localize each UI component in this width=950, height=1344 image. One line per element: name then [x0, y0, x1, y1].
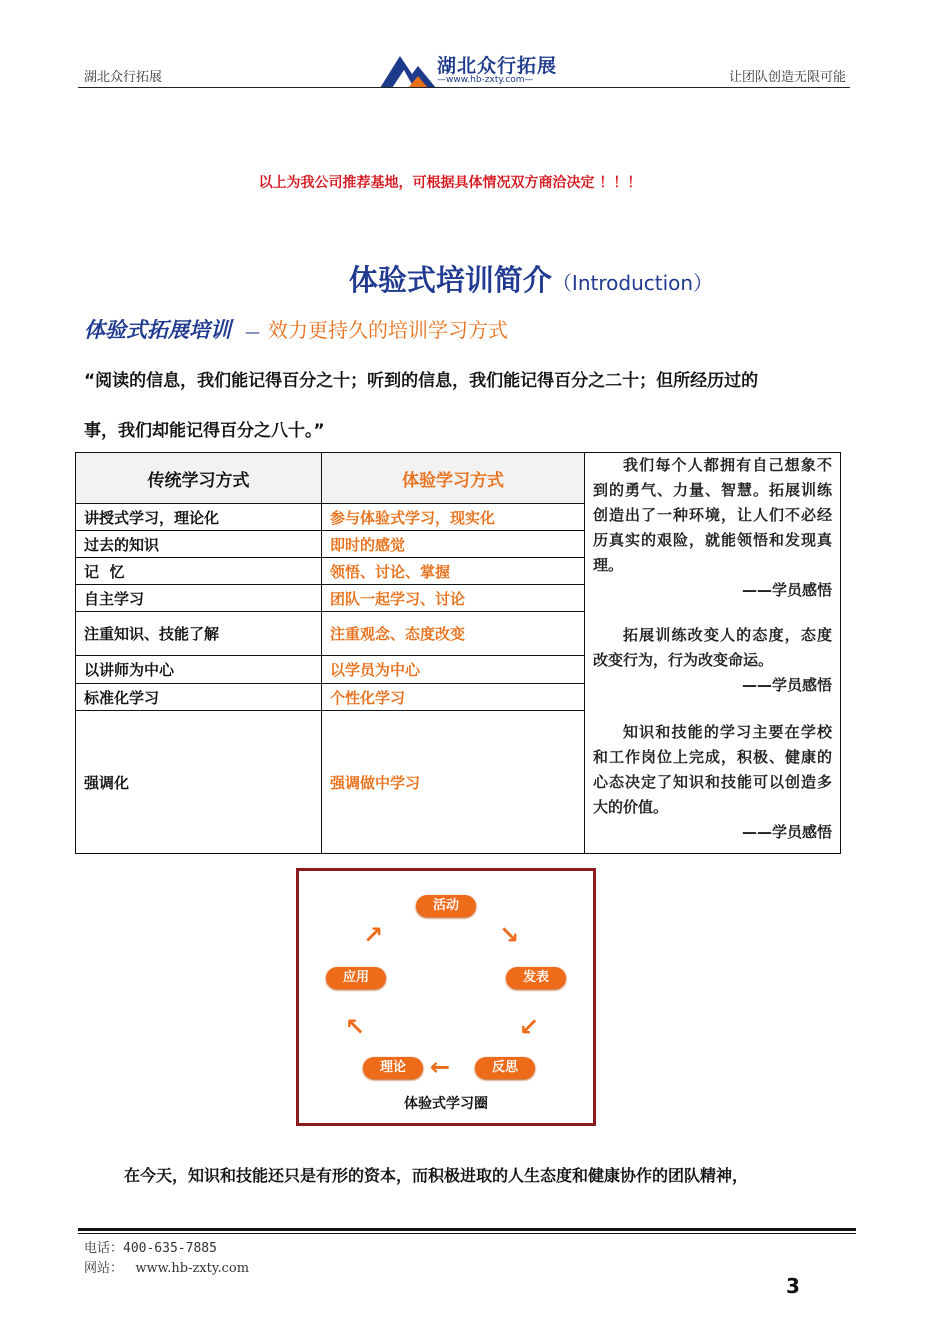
cycle-node-reflect: 反思	[475, 1057, 535, 1079]
arrow-down-right-icon: ↘	[499, 921, 520, 949]
title-en: （Introduction）	[551, 271, 714, 295]
table-side-notes	[585, 453, 841, 854]
side-note-3: 知识和技能的学习主要在学校和工作岗位上完成，积极、健康的心态决定了知识和技能可以创造多大的价值。	[593, 723, 832, 816]
table-cell-experiential: 个性化学习	[322, 684, 585, 711]
table-cell-traditional: 过去的知识	[76, 531, 322, 558]
side-note-2-signature: ——学员感悟	[741, 676, 832, 694]
table-header-row	[76, 453, 841, 504]
header-left-text: 湖北众行拓展	[84, 70, 163, 85]
side-note-1-signature: ——学员感悟	[741, 581, 832, 599]
table-cell-experiential: 强调做中学习	[322, 711, 585, 854]
quote-line-2: 事，我们却能记得百分之八十。”	[84, 421, 325, 441]
table-cell-experiential: 以学员为中心	[322, 656, 585, 684]
cycle-node-apply: 应用	[326, 967, 386, 989]
subtitle-desc: 效力更持久的培训学习方式	[268, 318, 508, 342]
table-header-traditional: 传统学习方式	[76, 453, 322, 504]
table-cell-traditional: 自主学习	[76, 585, 322, 612]
subtitle-dash: —	[245, 323, 260, 341]
diagram-caption: 体验式学习圈	[404, 1096, 488, 1112]
body-paragraph: 在今天，知识和技能还只是有形的资本，而积极进取的人生态度和健康协作的团队精神，	[124, 1166, 749, 1185]
table-cell-experiential: 领悟、讨论、掌握	[322, 558, 585, 585]
footer-divider-thick	[78, 1228, 856, 1231]
table-cell-experiential: 团队一起学习、讨论	[322, 585, 585, 612]
footer-divider-thin	[78, 1233, 856, 1234]
learning-cycle-diagram	[296, 868, 596, 1126]
logo-name: 湖北众行拓展	[437, 55, 558, 77]
logo-url: —www.hb-zxty.com—	[437, 75, 534, 85]
notice-text: 以上为我公司推荐基地，可根据具体情况双方商洽决定 ！！！	[258, 175, 642, 191]
title-cn: 体验式培训简介	[348, 263, 552, 297]
header-right-text: 让团队创造无限可能	[728, 70, 846, 85]
side-note-3-signature: ——学员感悟	[741, 823, 832, 841]
arrow-up-left-icon: ↖	[345, 1013, 366, 1041]
page-number: 3	[786, 1274, 800, 1298]
comparison-table	[75, 452, 841, 854]
table-cell-traditional: 强调化	[76, 711, 322, 854]
table-cell-experiential: 即时的感觉	[322, 531, 585, 558]
footer-website: 网站： www.hb-zxty.com	[84, 1261, 250, 1276]
page-title	[0, 258, 950, 299]
arrow-down-left-icon: ↙	[519, 1013, 540, 1041]
table-cell-experiential: 注重观念、态度改变	[322, 612, 585, 656]
footer-phone: 电话：400-635-7885	[84, 1241, 217, 1256]
table-cell-traditional: 以讲师为中心	[76, 656, 322, 684]
subtitle	[84, 314, 508, 344]
table-header-experiential: 体验学习方式	[322, 453, 585, 504]
subtitle-main: 体验式拓展培训	[84, 318, 231, 342]
cycle-node-publish: 发表	[506, 967, 566, 989]
side-note-2: 拓展训练改变人的态度，态度改变行为，行为改变命运。	[593, 626, 832, 669]
quote-line-1: “阅读的信息，我们能记得百分之十；听到的信息，我们能记得百分之二十；但所经历过的	[84, 371, 759, 391]
table-cell-traditional: 讲授式学习，理论化	[76, 504, 322, 531]
side-note-1: 我们每个人都拥有自己想象不到的勇气、力量、智慧。拓展训练创造出了一种环境，让人们不必经历真实的艰险，就能领悟和发现真理。	[593, 456, 832, 574]
cycle-node-theory: 理论	[363, 1057, 423, 1079]
mountain-logo-icon	[378, 50, 438, 90]
arrow-up-right-icon: ↗	[363, 921, 384, 949]
cycle-node-activity: 活动	[416, 895, 476, 917]
table-cell-traditional: 记 忆	[76, 558, 322, 585]
arrow-left-icon: ←	[430, 1053, 451, 1081]
header-divider	[78, 87, 850, 88]
table-cell-traditional: 注重知识、技能了解	[76, 612, 322, 656]
table-cell-traditional: 标准化学习	[76, 684, 322, 711]
table-cell-experiential: 参与体验式学习，现实化	[322, 504, 585, 531]
